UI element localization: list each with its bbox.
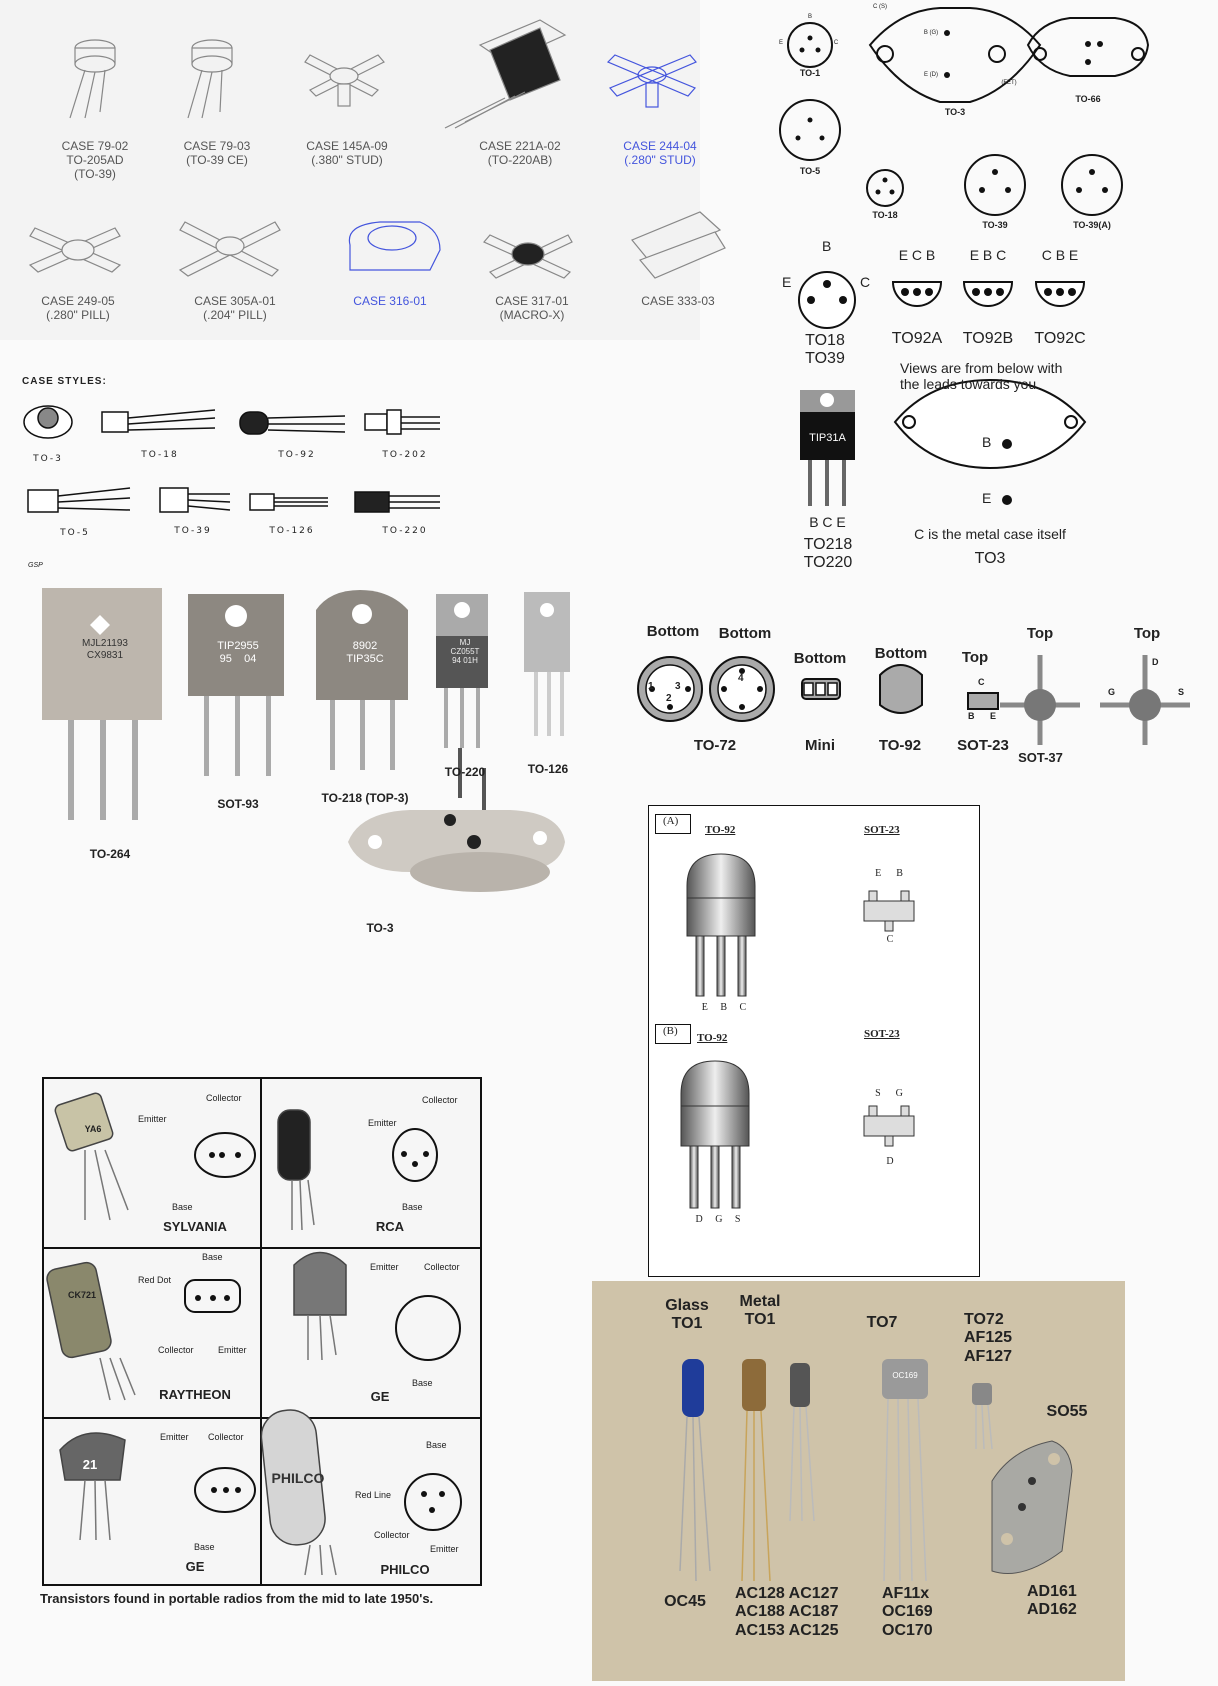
view-header: Bottom bbox=[874, 645, 928, 662]
package-label: TO-39 bbox=[982, 220, 1008, 230]
photo2-label: AF11x OC169 OC170 bbox=[882, 1585, 933, 1639]
case-label: CASE 249-05 (.280" PILL) bbox=[41, 294, 115, 322]
view-header: Bottom bbox=[793, 650, 847, 667]
pin-caption: Base bbox=[172, 1202, 193, 1212]
pin-label: E bbox=[982, 490, 992, 506]
view-header: Top bbox=[1026, 625, 1054, 642]
view-header: Bottom bbox=[718, 625, 772, 642]
brand-label: SYLVANIA bbox=[163, 1219, 227, 1234]
case-style-label: TO-3 bbox=[33, 454, 63, 464]
brand-label: PHILCO bbox=[380, 1562, 430, 1577]
old-transistor-drawings bbox=[592, 1281, 1125, 1681]
to3-note: C is the metal case itself bbox=[914, 526, 1066, 542]
pin-label: E (D) bbox=[924, 72, 938, 78]
package-label: TO-72 bbox=[693, 737, 737, 754]
photo2-label: AD161 AD162 bbox=[1027, 1583, 1077, 1619]
pin-label: C bbox=[833, 40, 839, 46]
to92c-label: TO92C bbox=[1034, 330, 1086, 347]
photo2-label: SO55 bbox=[1046, 1403, 1088, 1420]
part-label: YA6 bbox=[84, 1124, 102, 1134]
pin-label: C (S) bbox=[873, 4, 887, 10]
package-label: TO218 TO220 bbox=[803, 536, 853, 572]
to92b-pins: E B C bbox=[969, 247, 1007, 263]
package-label: TO3 bbox=[974, 550, 1006, 567]
to92-views-panel bbox=[780, 238, 1110, 580]
photo2-label: TO72 AF125 AF127 bbox=[964, 1311, 1013, 1365]
pin-label: (FET) bbox=[1001, 80, 1017, 86]
case-label: CASE 317-01 (MACRO-X) bbox=[495, 294, 569, 322]
package-label: TO-1 bbox=[799, 68, 821, 78]
pin-label: G bbox=[1108, 687, 1116, 697]
metal-can-drawings bbox=[770, 0, 1218, 240]
case-styles-title: CASE STYLES: bbox=[22, 376, 107, 387]
package-label: TO-66 bbox=[1075, 94, 1101, 104]
to92a-label: TO92A bbox=[891, 330, 943, 347]
radio-transistors-panel bbox=[30, 1070, 490, 1610]
metal-can-panel bbox=[770, 0, 1218, 240]
pin-caption: Collector bbox=[422, 1095, 458, 1105]
case-style-label: TO-18 bbox=[141, 450, 179, 460]
tag-b: (B) bbox=[663, 1025, 678, 1037]
ab-pinout-box bbox=[648, 805, 980, 1277]
pin-label: C bbox=[978, 677, 985, 687]
part-mark: OC169 bbox=[892, 1371, 918, 1380]
pin-caption: Emitter bbox=[370, 1262, 399, 1272]
case-style-label: TO-92 bbox=[278, 450, 316, 460]
case-style-label: TO-202 bbox=[382, 450, 428, 460]
pin-label: E bbox=[990, 711, 997, 721]
part-label: PHILCO bbox=[271, 1470, 325, 1486]
case-label: CASE 244-04 (.280" STUD) bbox=[623, 139, 697, 167]
pin-caption: Base bbox=[412, 1378, 433, 1388]
pin-caption: Collector bbox=[158, 1345, 194, 1355]
photo-label: SOT-93 bbox=[217, 797, 259, 811]
tip-pin-label: B C E bbox=[809, 514, 846, 530]
package-label: TO18 TO39 bbox=[805, 332, 845, 368]
photo2-label: Metal TO1 bbox=[739, 1293, 781, 1329]
pin-caption: Emitter bbox=[368, 1118, 397, 1128]
sot23-heading: SOT-23 bbox=[864, 824, 900, 836]
sot23-bottom-pin: D bbox=[886, 1156, 894, 1167]
to92b-label: TO92B bbox=[962, 330, 1014, 347]
sot23-heading: SOT-23 bbox=[864, 1028, 900, 1040]
view-note: Views are from below with the leads towards you. bbox=[900, 360, 1063, 393]
photo-label: TO-218 (TOP-3) bbox=[321, 791, 409, 805]
pin-label: D bbox=[1152, 657, 1159, 667]
case-style-label: TO-126 bbox=[269, 526, 315, 536]
photo-label: TO-264 bbox=[89, 847, 131, 861]
pin-label: B bbox=[822, 238, 832, 254]
sot23-top-pins: E B bbox=[875, 868, 903, 879]
package-label: Mini bbox=[805, 737, 835, 754]
package-label: SOT-37 bbox=[1018, 750, 1063, 765]
photo2-label: OC45 bbox=[664, 1593, 706, 1610]
pin-caption: Collector bbox=[206, 1093, 242, 1103]
mark-cz055t: MJ CZ055T 94 01H bbox=[450, 638, 480, 666]
brand-label: GE bbox=[185, 1559, 205, 1574]
pin-caption: Base bbox=[426, 1440, 447, 1450]
pin-caption: Collector bbox=[424, 1262, 460, 1272]
mark-tip2955: TIP2955 95 04 bbox=[217, 640, 259, 665]
tag-a: (A) bbox=[663, 815, 679, 827]
photo2-label: AC128 AC127 AC188 AC187 AC153 AC125 bbox=[735, 1585, 839, 1639]
photo2-label: TO7 bbox=[866, 1314, 898, 1331]
package-label: TO-5 bbox=[799, 166, 821, 176]
case-label: CASE 145A-09 (.380" STUD) bbox=[306, 139, 388, 167]
package-label: TO-3 bbox=[944, 107, 966, 117]
case-label: CASE 79-02 TO-205AD (TO-39) bbox=[61, 139, 129, 181]
sot23-bottom-pin: C bbox=[886, 934, 894, 945]
view-header: Top bbox=[961, 649, 989, 666]
pinout-row-panel bbox=[630, 615, 1200, 770]
tip31a-mark: TIP31A bbox=[809, 432, 846, 444]
pin-label: B bbox=[807, 14, 812, 20]
mark-mjl21193: MJL21193 CX9831 bbox=[82, 638, 128, 661]
case-style-label: TO-39 bbox=[174, 526, 212, 536]
pin-num: 2 bbox=[666, 693, 672, 704]
pin-caption: Red Dot bbox=[138, 1275, 172, 1285]
old-transistor-photo bbox=[592, 1281, 1125, 1681]
radio-caption: Transistors found in portable radios from the mid to late 1950's. bbox=[40, 1591, 434, 1606]
pin-caption: Red Line bbox=[355, 1490, 392, 1500]
photo-label: TO-3 bbox=[366, 921, 394, 935]
photo-label: TO-220 bbox=[444, 765, 486, 779]
case-style-label: TO-5 bbox=[60, 528, 90, 538]
pin-caption: Collector bbox=[374, 1530, 410, 1540]
pin-label: B bbox=[968, 711, 975, 721]
case-style-label: TO-220 bbox=[382, 526, 428, 536]
package-label: TO-18 bbox=[872, 210, 898, 220]
package-label: SOT-23 bbox=[957, 737, 1009, 754]
brand-label: RCA bbox=[375, 1219, 405, 1234]
to92-heading: TO-92 bbox=[697, 1032, 728, 1044]
to92a-pins: E C B bbox=[898, 247, 936, 263]
case-label: CASE 79-03 (TO-39 CE) bbox=[183, 139, 251, 167]
case-label: CASE 221A-02 (TO-220AB) bbox=[479, 139, 561, 167]
case-label: CASE 305A-01 (.204" PILL) bbox=[194, 294, 276, 322]
pin-caption: Emitter bbox=[218, 1345, 247, 1355]
case-styles-panel bbox=[0, 370, 470, 570]
case-styles-drawings bbox=[0, 370, 470, 570]
power-transistor-photos bbox=[30, 580, 590, 940]
brand-label: RAYTHEON bbox=[159, 1387, 231, 1402]
gsp-tag: GSP bbox=[28, 562, 43, 569]
pin-label: C bbox=[860, 274, 871, 290]
to92c-pins: C B E bbox=[1041, 247, 1079, 263]
case-label: CASE 316-01 bbox=[353, 294, 427, 308]
pin-label: E bbox=[782, 274, 792, 290]
pin-caption: Base bbox=[202, 1252, 223, 1262]
sot23-top-pins: S G bbox=[875, 1088, 903, 1099]
pin-num: 3 bbox=[675, 681, 681, 692]
pin-label: B bbox=[982, 434, 992, 450]
view-header: Top bbox=[1133, 625, 1161, 642]
motorola-case-panel bbox=[0, 0, 715, 340]
ab-drawings bbox=[649, 806, 979, 1276]
pin-caption: Emitter bbox=[160, 1432, 189, 1442]
package-label: TO-39(A) bbox=[1073, 220, 1111, 230]
photo-label: TO-126 bbox=[527, 762, 569, 776]
power-transistor-drawings bbox=[30, 580, 590, 940]
pin-caption: Emitter bbox=[138, 1114, 167, 1124]
to92-heading: TO-92 bbox=[705, 824, 736, 836]
to92-pin-labels: D G S bbox=[695, 1214, 741, 1225]
to92-pin-labels: E B C bbox=[701, 1002, 747, 1013]
pin-caption: Base bbox=[194, 1542, 215, 1552]
package-label: TO-92 bbox=[878, 737, 922, 754]
pin-caption: Base bbox=[402, 1202, 423, 1212]
pin-num: 4 bbox=[738, 673, 744, 684]
pin-caption: Emitter bbox=[430, 1544, 459, 1554]
case-label: CASE 333-03 bbox=[641, 294, 715, 308]
view-header: Bottom bbox=[646, 623, 700, 640]
pin-num: 1 bbox=[648, 681, 654, 692]
mark-tip35c: 8902 TIP35C bbox=[346, 640, 384, 665]
brand-label: GE bbox=[370, 1389, 390, 1404]
pin-label: E bbox=[778, 40, 783, 46]
pin-label: S bbox=[1178, 687, 1185, 697]
pin-label: B (G) bbox=[923, 30, 939, 36]
pin-caption: Collector bbox=[208, 1432, 244, 1442]
photo2-label: Glass TO1 bbox=[665, 1297, 709, 1333]
radio-drawings bbox=[30, 1070, 490, 1610]
part-label: CK721 bbox=[67, 1290, 96, 1300]
part-label: 21 bbox=[82, 1457, 98, 1472]
